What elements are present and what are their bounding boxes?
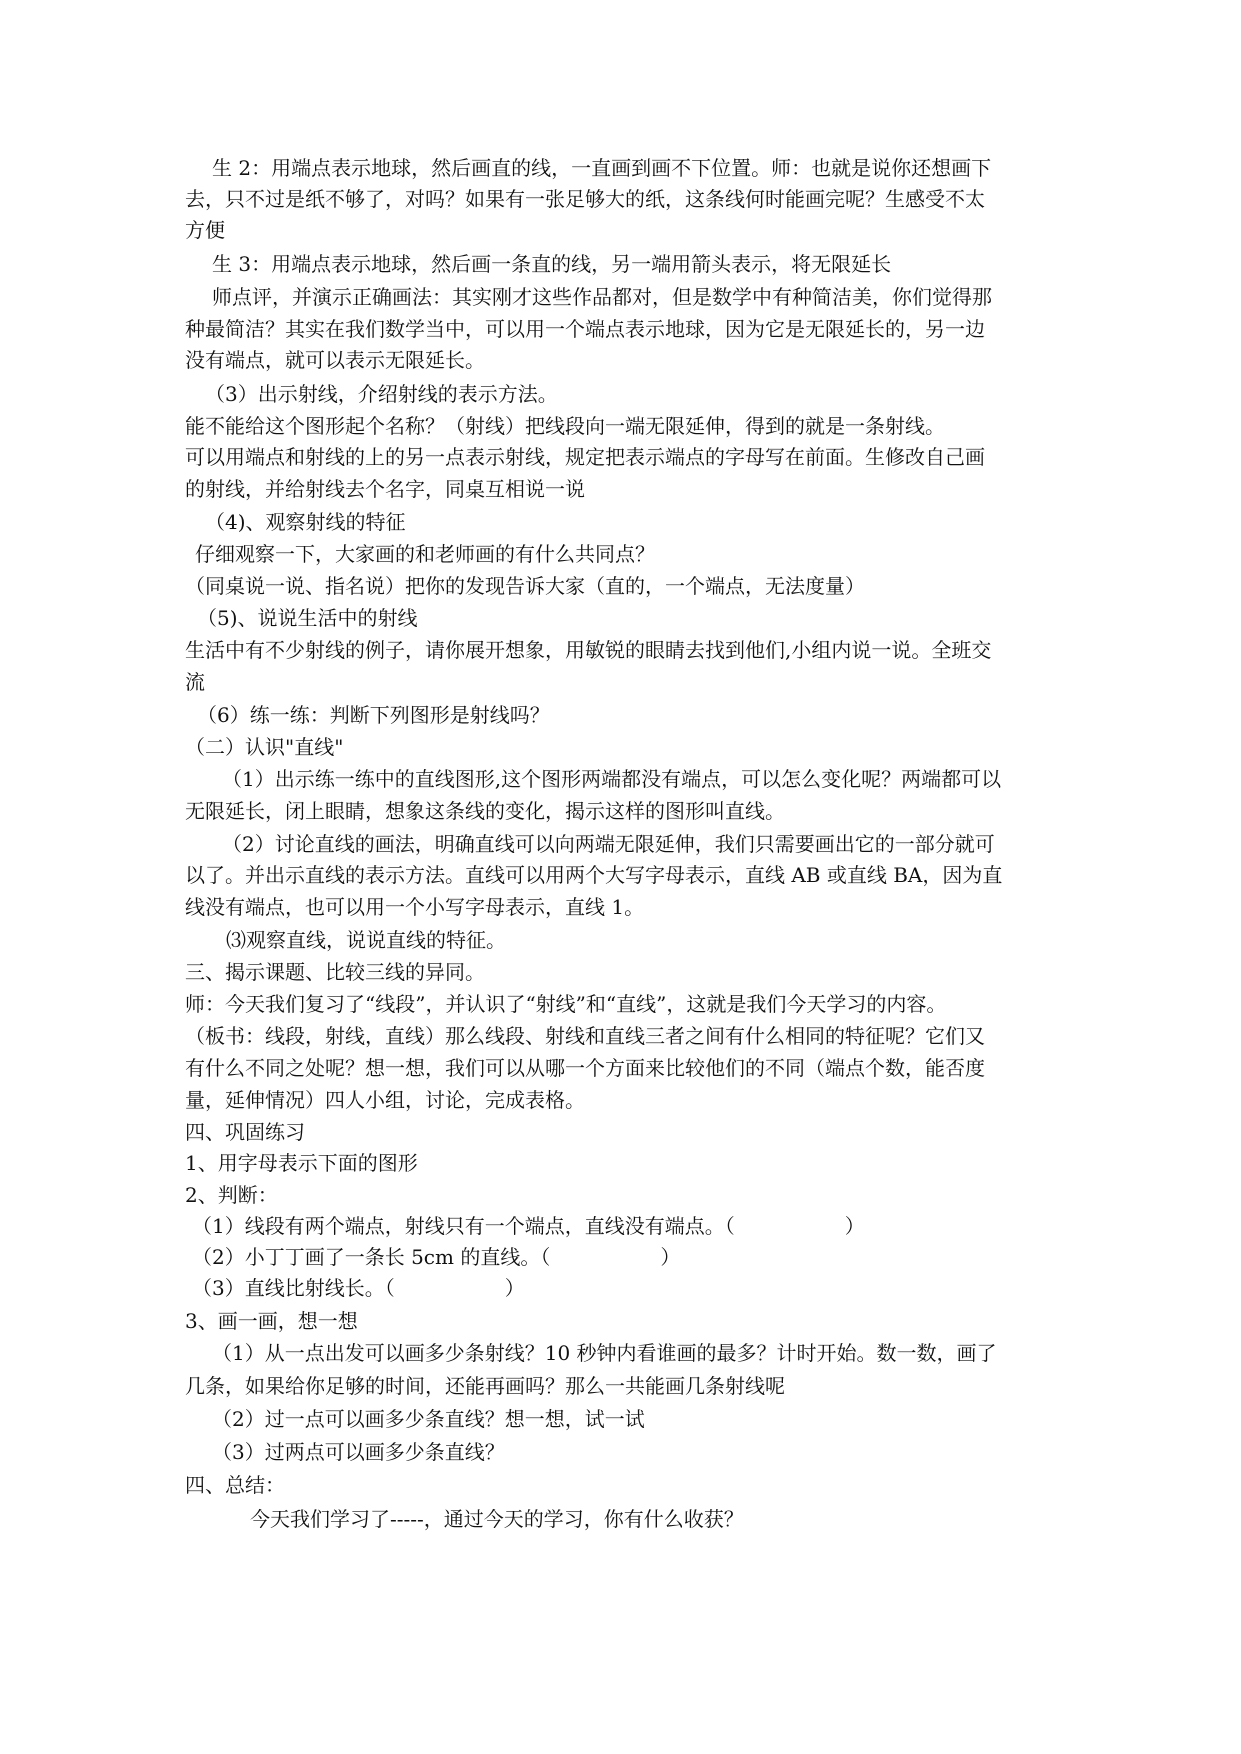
text-line: 仔细观察一下，大家画的和老师画的有什么共同点？ [195, 542, 655, 566]
text-line: （5)、说说生活中的射线 [197, 606, 418, 630]
text-line: 以了。并出示直线的表示方法。直线可以用两个大写字母表示，直线 AB 或直线 BA，因为直 [185, 863, 1003, 887]
text-line: 几条，如果给你足够的时间，还能再画吗？那么一共能画几条射线呢 [185, 1374, 785, 1398]
text-line: 四、巩固练习 [185, 1120, 305, 1144]
text-line: 线没有端点，也可以用一个小写字母表示，直线 1。 [185, 895, 645, 919]
judgment-item-2 [192, 1244, 680, 1270]
text-line: 师点评，并演示正确画法：其实刚才这些作品都对，但是数学中有种简洁美，你们觉得那 [212, 285, 992, 309]
close-paren: ） [504, 1276, 525, 1300]
text-line: （同桌说一说、指名说）把你的发现告诉大家（直的，一个端点，无法度量） [185, 574, 865, 598]
text-line: 能不能给这个图形起个名称？（射线）把线段向一端无限延伸，得到的就是一条射线。 [185, 414, 945, 438]
text-line: 1、用字母表示下面的图形 [185, 1151, 418, 1175]
text-line: 四、总结： [185, 1473, 285, 1497]
text-line: 有什么不同之处呢？想一想，我们可以从哪一个方面来比较他们的不同（端点个数，能否度 [185, 1056, 985, 1080]
text-line: 可以用端点和射线的上的另一点表示射线，规定把表示端点的字母写在前面。生修改自己画 [185, 445, 985, 469]
text-line: 方便 [185, 218, 225, 242]
text-line: ⑶观察直线，说说直线的特征。 [226, 928, 506, 952]
judgment-item-3 [192, 1275, 525, 1301]
text-line: 生 2：用端点表示地球，然后画直的线，一直画到画不下位置。师：也就是说你还想画下 [212, 156, 992, 180]
judgment-question: （3）直线比射线长。（ [192, 1276, 395, 1300]
text-line: 去，只不过是纸不够了，对吗？如果有一张足够大的纸，这条线何时能画完呢？生感受不太 [185, 187, 985, 211]
text-line: 三、揭示课题、比较三线的异同。 [185, 960, 485, 984]
text-line: 的射线，并给射线去个名字，同桌互相说一说 [185, 477, 585, 501]
text-line: 师：今天我们复习了“线段”，并认识了“射线”和“直线”，这就是我们今天学习的内容。 [185, 992, 947, 1016]
judgment-item-1 [192, 1213, 865, 1239]
text-line: （二）认识"直线" [185, 735, 344, 759]
text-line: 无限延长，闭上眼睛，想象这条线的变化，揭示这样的图形叫直线。 [185, 799, 785, 823]
text-line: 生 3：用端点表示地球，然后画一条直的线，另一端用箭头表示，将无限延长 [212, 252, 892, 276]
judgment-question: （2）小丁丁画了一条长 5cm 的直线。（ [192, 1245, 551, 1269]
text-line: （3）出示射线，介绍射线的表示方法。 [205, 382, 558, 406]
text-line: 没有端点，就可以表示无限延长。 [185, 348, 485, 372]
text-line: 流 [185, 670, 205, 694]
text-line: 量，延伸情况）四人小组，讨论，完成表格。 [185, 1088, 585, 1112]
text-line: （1）从一点出发可以画多少条射线？10 秒钟内看谁画的最多？计时开始。数一数，画了 [212, 1341, 997, 1365]
text-line: （1）出示练一练中的直线图形,这个图形两端都没有端点，可以怎么变化呢？两端都可以 [222, 767, 1002, 791]
close-paren: ） [660, 1245, 681, 1269]
text-line: 今天我们学习了-----，通过今天的学习，你有什么收获？ [250, 1507, 744, 1531]
text-line: （4)、观察射线的特征 [205, 510, 406, 534]
text-line: （6）练一练：判断下列图形是射线吗？ [197, 703, 550, 727]
text-line: （3）过两点可以画多少条直线？ [212, 1440, 505, 1464]
close-paren: ） [844, 1214, 865, 1238]
text-line: （2）讨论直线的画法，明确直线可以向两端无限延伸，我们只需要画出它的一部分就可 [222, 832, 995, 856]
text-line: （板书：线段，射线，直线）那么线段、射线和直线三者之间有什么相同的特征呢？它们又 [185, 1024, 985, 1048]
text-line: （2）过一点可以画多少条直线？想一想，试一试 [212, 1407, 645, 1431]
text-line: 3、画一画，想一想 [185, 1309, 358, 1333]
text-line: 2、判断： [185, 1183, 278, 1207]
text-line: 生活中有不少射线的例子，请你展开想象，用敏锐的眼睛去找到他们,小组内说一说。全班交 [185, 638, 992, 662]
text-line: 种最简洁？其实在我们数学当中，可以用一个端点表示地球，因为它是无限延长的，另一边 [185, 317, 985, 341]
judgment-question: （1）线段有两个端点，射线只有一个端点，直线没有端点。（ [192, 1214, 735, 1238]
